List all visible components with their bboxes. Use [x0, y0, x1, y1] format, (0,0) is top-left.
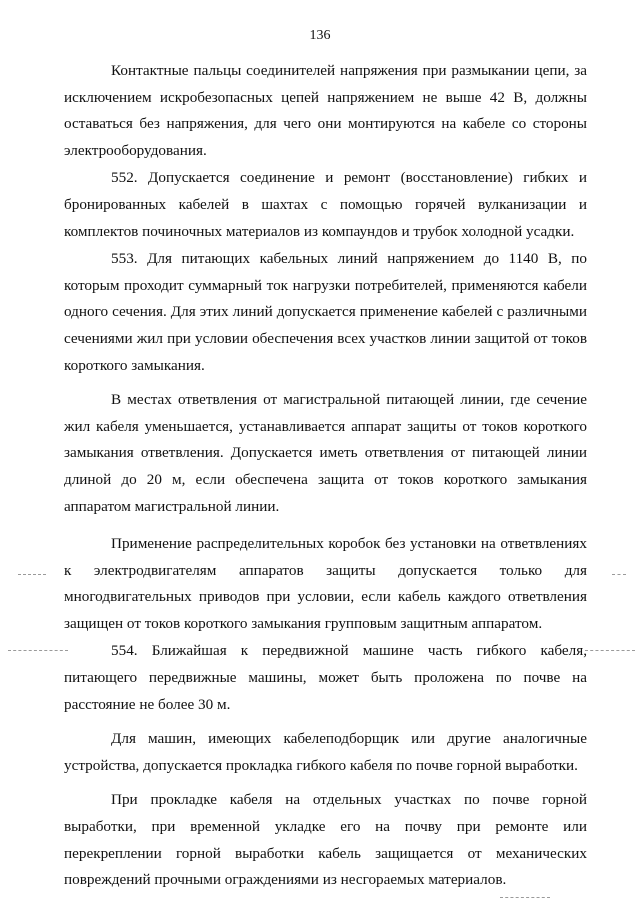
scan-artifact-line — [18, 574, 46, 575]
paragraph-552: 552. Допускается соединение и ремонт (восстановление) гибких и бронированных кабелей в шахтах с помощью горячей вулканизации и комплектов починочных материалов из компаундов и трубок холодной усадки. — [64, 169, 587, 240]
paragraph-cable-protection: При прокладке кабеля на отдельных участках по почве горной выработки, при временной укладке его на почву при ремонте или перекреплении горной выработки кабель защищается от механических повреждений прочными ограждениями из несгораемых материалов. — [64, 791, 587, 889]
paragraph-554: 554. Ближайшая к передвижной машине часть гибкого кабеля, питающего передвижные машины, может быть проложена по почве на расстояние не более 30 м. — [64, 642, 587, 713]
scan-artifact-line — [612, 574, 626, 575]
paragraph-cable-pickup: Для машин, имеющих кабелеподборщик или другие аналогичные устройства, допускается прокладка гибкого кабеля по почве горной выработки. — [64, 730, 587, 774]
paragraph-distribution-boxes: Применение распределительных коробок без установки на ответвлениях к электродвигателям аппаратов защиты допускается только для многодвигательных приводов при условии, если кабель каждого ответвления защищен от токов короткого замыкания групповым защитным аппаратом. — [64, 535, 587, 632]
scan-artifact-line — [585, 650, 635, 651]
scan-artifact-line — [500, 897, 550, 898]
paragraph-connector-fingers: Контактные пальцы соединителей напряжения при размыкании цепи, за исключением искробезопасных цепей напряжением не выше 42 В, должны оставаться без напряжения, для чего они монтируются на кабеле со стороны электрооборудования. — [64, 62, 587, 159]
page-number: 136 — [309, 28, 331, 43]
paragraph-553: 553. Для питающих кабельных линий напряжением до 1140 В, по которым проходит суммарный ток нагрузки потребителей, применяются кабели одного сечения. Для этих линий допускается применение кабелей с различными сечениями жил при условии обеспечения всех участков линии защитой от токов короткого замыкания. — [64, 250, 587, 374]
paragraph-branch-protection: В местах ответвления от магистральной питающей линии, где сечение жил кабеля уменьшается, устанавливается аппарат защиты от токов короткого замыкания ответвления. Допускается иметь ответвления от питающей линии длиной до 20 м, если обеспечена защита от токов короткого замыкания аппаратом магистральной линии. — [64, 391, 587, 515]
scan-artifact-line — [8, 650, 68, 651]
document-body — [64, 58, 587, 894]
